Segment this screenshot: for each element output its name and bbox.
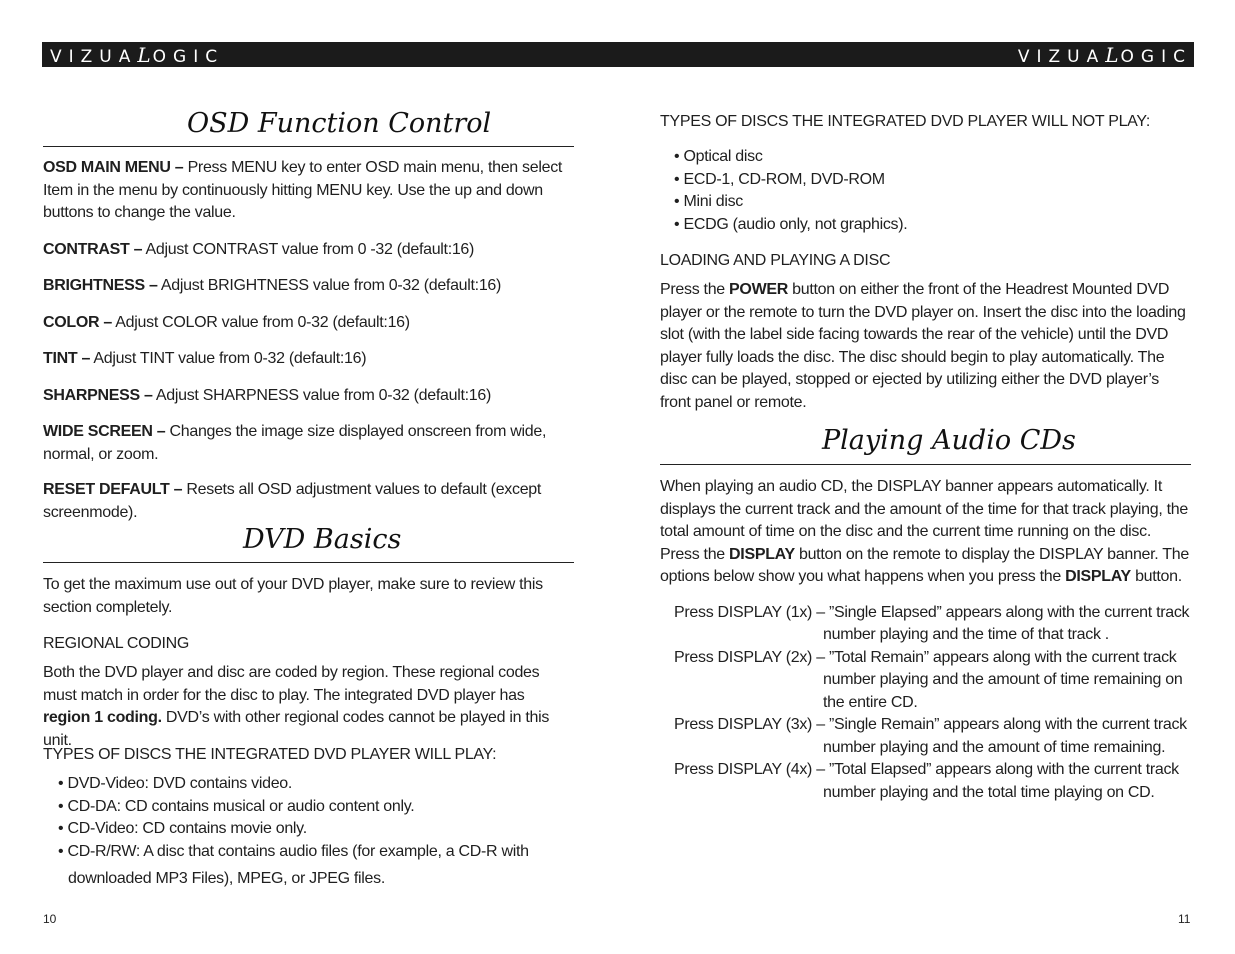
will-play-list [58, 773, 568, 891]
list-item: downloaded MP3 Files), MPEG, or JPEG files. [68, 870, 385, 887]
display-4x-cont: number playing and the total time playing on CD. [823, 784, 1155, 801]
osd-item-brightness: BRIGHTNESS – Adjust BRIGHTNESS value from 0-32 (default:16) [43, 277, 502, 294]
list-item: • Mini disc [674, 193, 743, 210]
dvd-basics-intro: To get the maximum use out of your DVD player, make sure to review this section completely. [43, 576, 543, 616]
list-item: • ECD-1, CD-ROM, DVD-ROM [674, 170, 885, 188]
display-4x-line: Press DISPLAY (4x) – ”Total Elapsed” appears along with the current track [674, 761, 1179, 778]
osd-item-color: COLOR – Adjust COLOR value from 0-32 (default:16) [43, 314, 410, 331]
osd-item-wide-screen: WIDE SCREEN – Changes the image size displayed onscreen from wide, normal, or zoom. [43, 423, 547, 463]
playing-audio-cds-heading: Playing Audio CDs [822, 425, 1076, 456]
list-item: • ECDG (audio only, not graphics). [674, 215, 908, 233]
osd-item-main-menu: OSD MAIN MENU – Press MENU key to enter OSD main menu, then select Item in the menu by continuously hitting MENU key. Use the up and down buttons to change the value. [43, 159, 563, 221]
regional-coding-text: Both the DVD player and disc are coded by region. These regional codes must match in order for the disc to play. The integrated DVD player has region 1 coding. DVD’s with other regional codes cannot be played in this unit. [43, 664, 550, 749]
display-2x-cont2: the entire CD. [823, 694, 918, 711]
list-item: • Optical disc [674, 148, 763, 165]
will-not-play-title: TYPES OF DISCS THE INTEGRATED DVD PLAYER WILL NOT PLAY: [660, 113, 1150, 130]
display-3x-line: Press DISPLAY (3x) – ”Single Remain” appears along with the current track [674, 716, 1187, 733]
osd-heading-rule [43, 146, 574, 147]
will-play-title: TYPES OF DISCS THE INTEGRATED DVD PLAYER WILL PLAY: [43, 746, 497, 763]
osd-item-tint: TINT – Adjust TINT value from 0-32 (default:16) [43, 350, 367, 367]
audio-cd-intro: When playing an audio CD, the DISPLAY banner appears automatically. It displays the current track and the amount of the time for that track playing, the total amount of time on the disc and the current time running on the disc. Press the DISPLAY button on the remote to display the DISPLAY banner. The options below show you what happens when you press the DISPLAY button. [660, 478, 1189, 585]
dvd-basics-rule [43, 562, 574, 563]
header-bar [42, 42, 1194, 67]
display-1x-cont: number playing and the time of that track . [823, 626, 1109, 643]
regional-coding-title: REGIONAL CODING [43, 635, 190, 652]
page-number-right: 11 [1178, 912, 1191, 926]
loading-text: Press the POWER button on either the front of the Headrest Mounted DVD player or the remote to turn the DVD player on. Insert the disc into the loading slot (with the label side facing towards the rear of the vehicle) until the DVD player fully loads the disc. The disc should begin to play automatically. The disc can be played, stopped or ejected by utilizing either the DVD player’s front panel or remote. [660, 281, 1186, 411]
display-3x-cont: number playing and the amount of time remaining. [823, 739, 1166, 756]
page-number-left: 10 [43, 912, 57, 926]
display-1x-line: Press DISPLAY (1x) – ”Single Elapsed” appears along with the current track [674, 604, 1190, 621]
brand-logo-right: VIZUALOGIC [1017, 43, 1192, 67]
osd-item-reset-default: RESET DEFAULT – Resets all OSD adjustment values to default (except screenmode). [43, 481, 542, 521]
loading-title: LOADING AND PLAYING A DISC [660, 252, 891, 269]
osd-item-sharpness: SHARPNESS – Adjust SHARPNESS value from 0-32 (default:16) [43, 387, 491, 404]
osd-heading: OSD Function Control [187, 108, 492, 139]
display-2x-cont: number playing and the amount of time remaining on [823, 671, 1183, 688]
osd-item-contrast: CONTRAST – Adjust CONTRAST value from 0 -32 (default:16) [43, 241, 475, 258]
list-item: • CD-Video: CD contains movie only. [58, 820, 307, 837]
list-item: • CD-R/RW: A disc that contains audio files (for example, a CD-R with [58, 842, 529, 860]
display-2x-line: Press DISPLAY (2x) – ”Total Remain” appears along with the current track [674, 649, 1177, 666]
will-not-play-list [674, 146, 1174, 236]
list-item: • CD-DA: CD contains musical or audio content only. [58, 797, 415, 815]
list-item: • DVD-Video: DVD contains video. [58, 775, 293, 792]
audio-heading-rule [660, 464, 1191, 465]
brand-logo-left: VIZUALOGIC [50, 43, 225, 67]
dvd-basics-heading: DVD Basics [243, 524, 402, 555]
